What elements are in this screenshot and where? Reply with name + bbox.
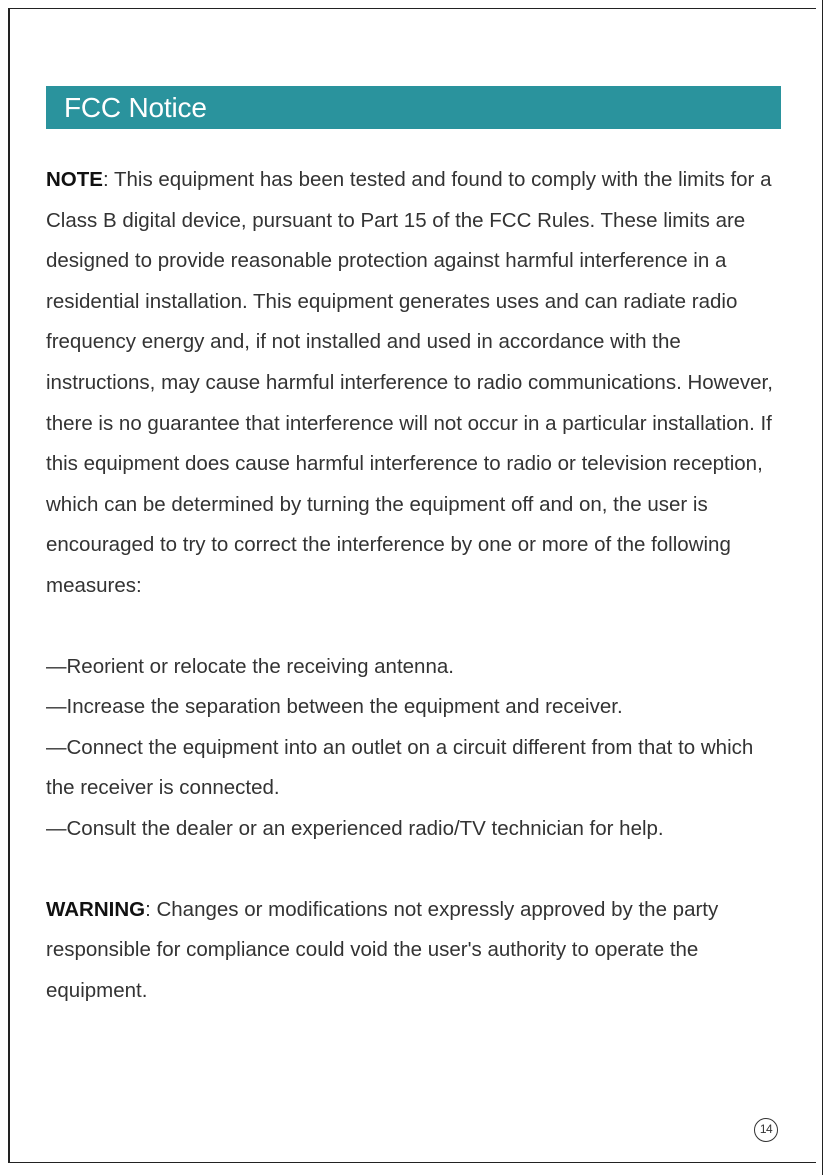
section-header bbox=[46, 86, 781, 129]
note-text: : This equipment has been tested and found to comply with the limits for a Class B digital device, pursuant to Part 15 of the FCC Rules. These limits are designed to provide reasonable protection against harmful interference in a residential installation. This equipment generates uses and can radiate radio frequency energy and, if not installed and used in accordance with the instructions, may cause harmful interference to radio communications. However, there is no guarantee that interference will not occur in a particular installation. If this equipment does cause harmful interference to radio or television reception, which can be determined by turning the equipment off and on, the user is encouraged to try to correct the interference by one or more of the following measures: bbox=[46, 168, 773, 597]
warning-text: : Changes or modifications not expressly approved by the party responsible for compliance could void the user's authority to operate the equipment. bbox=[46, 897, 719, 1002]
page-edge-rule bbox=[822, 0, 823, 1175]
spacer bbox=[46, 850, 786, 890]
measure-item: —Increase the separation between the equipment and receiver. bbox=[46, 695, 623, 719]
measure-item: —Consult the dealer or an experienced radio/TV technician for help. bbox=[46, 816, 664, 840]
warning-paragraph bbox=[46, 890, 786, 1012]
section-title: FCC Notice bbox=[64, 92, 207, 123]
measure-item: —Reorient or relocate the receiving antenna. bbox=[46, 654, 454, 678]
note-label: NOTE bbox=[46, 168, 103, 191]
measure-item: —Connect the equipment into an outlet on a circuit different from that to which the receiver is connected. bbox=[46, 735, 754, 800]
notice-body bbox=[46, 160, 786, 1011]
page-number: 14 bbox=[754, 1118, 778, 1142]
warning-label: WARNING bbox=[46, 897, 146, 921]
note-paragraph bbox=[46, 160, 786, 607]
spacer bbox=[46, 607, 786, 647]
